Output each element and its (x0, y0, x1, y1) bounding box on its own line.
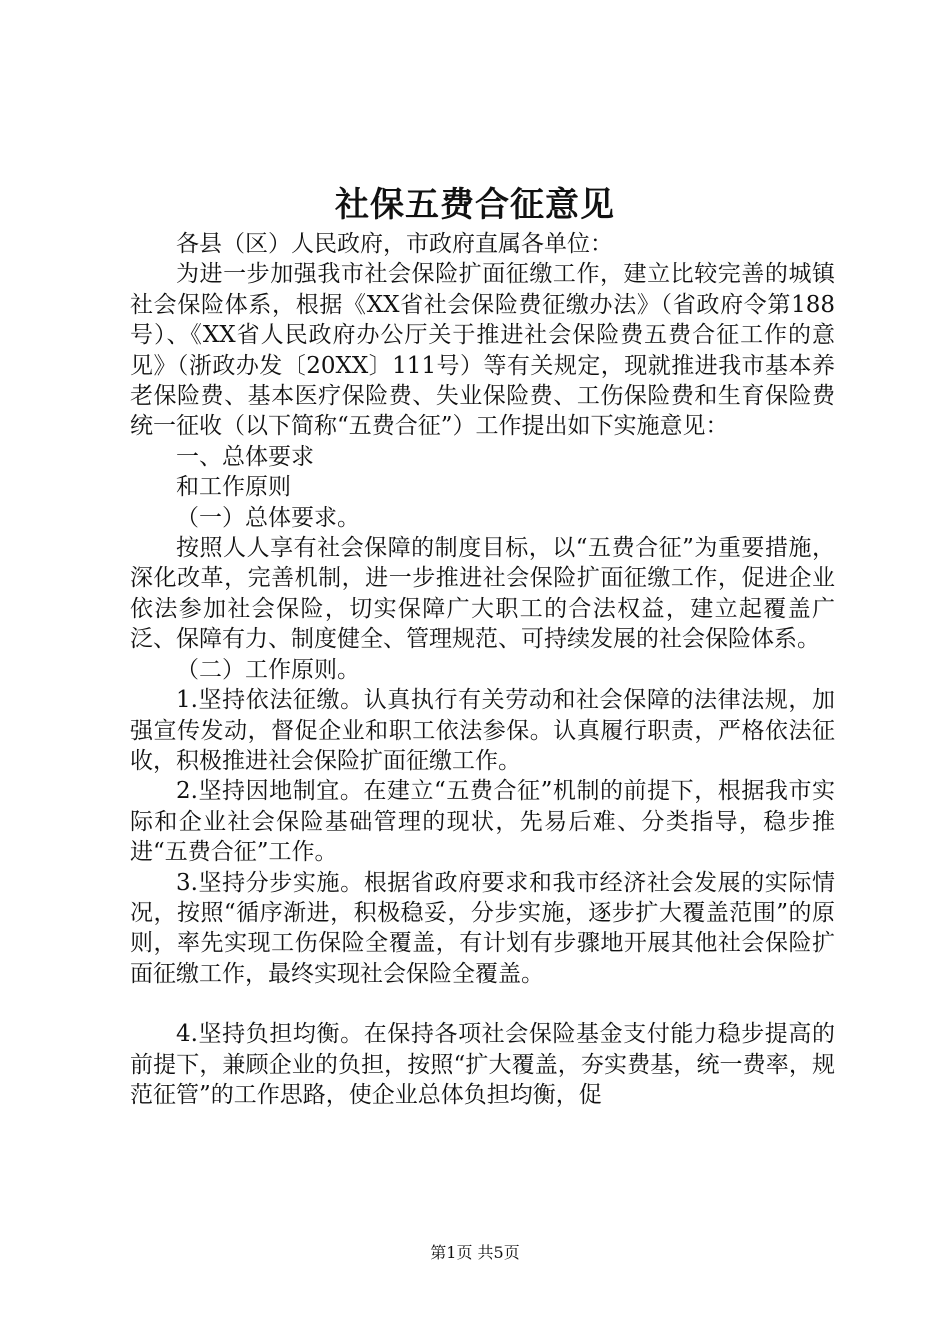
salutation: 各县（区）人民政府，市政府直属各单位： (176, 231, 613, 257)
page-number: 第1页 共5页 (430, 1243, 520, 1262)
paragraph-intro: 为进一步加强我市社会保险扩面征缴工作，建立比较完善的城镇社会保险体系，根据《XX省社会保险费征缴办法》（省政府令第188号）、《XX省人民政府办公厅关于推进社会保险费五费合征工作的意见》（浙政办发〔20XX〕111号）等有关规定，现就推进我市基本养老保险费、基本医疗保险费、失业保险费、工伤保险费和生育保险费统一征收（以下简称“五费合征”）工作提出如下实施意见： (130, 261, 835, 440)
document-title: 社保五费合征意见 (335, 185, 615, 225)
paragraph-general-requirements: 按照人人享有社会保障的制度目标，以“五费合征”为重要措施，深化改革，完善机制，进一步推进社会保险扩面征缴工作，促进企业依法参加社会保险，切实保障广大职工的合法权益，建立起覆盖广泛、保障有力、制度健全、管理规范、可持续发展的社会保险体系。 (130, 535, 835, 653)
section-heading-1-cont: 和工作原则 (176, 474, 291, 501)
subheading-general-requirements: （一）总体要求。 (176, 504, 360, 531)
principle-2: 2.坚持因地制宜。在建立“五费合征”机制的前提下，根据我市实际和企业社会保险基础管理的现状，先易后难、分类指导，稳步推进“五费合征”工作。 (130, 778, 835, 866)
subheading-work-principles: （二）工作原则。 (176, 656, 360, 683)
section-heading-1: 一、总体要求 (176, 443, 314, 470)
paragraph-gap (130, 989, 835, 1019)
principle-1: 1.坚持依法征缴。认真执行有关劳动和社会保障的法律法规，加强宣传发动，督促企业和职工依法参保。认真履行职责，严格依法征收，积极推进社会保险扩面征缴工作。 (130, 687, 835, 774)
principle-4: 4.坚持负担均衡。在保持各项社会保险基金支付能力稳步提高的前提下，兼顾企业的负担，按照“扩大覆盖，夯实费基，统一费率，规范征管”的工作思路，使企业总体负担均衡，促 (130, 1021, 835, 1108)
principle-3: 3.坚持分步实施。根据省政府要求和我市经济社会发展的实际情况，按照“循序渐进，积极稳妥，分步实施，逐步扩大覆盖范围”的原则，率先实现工伤保险全覆盖，有计划有步骤地开展其他社会保险扩面征缴工作，最终实现社会保险全覆盖。 (130, 869, 835, 987)
document-body (130, 229, 835, 1110)
